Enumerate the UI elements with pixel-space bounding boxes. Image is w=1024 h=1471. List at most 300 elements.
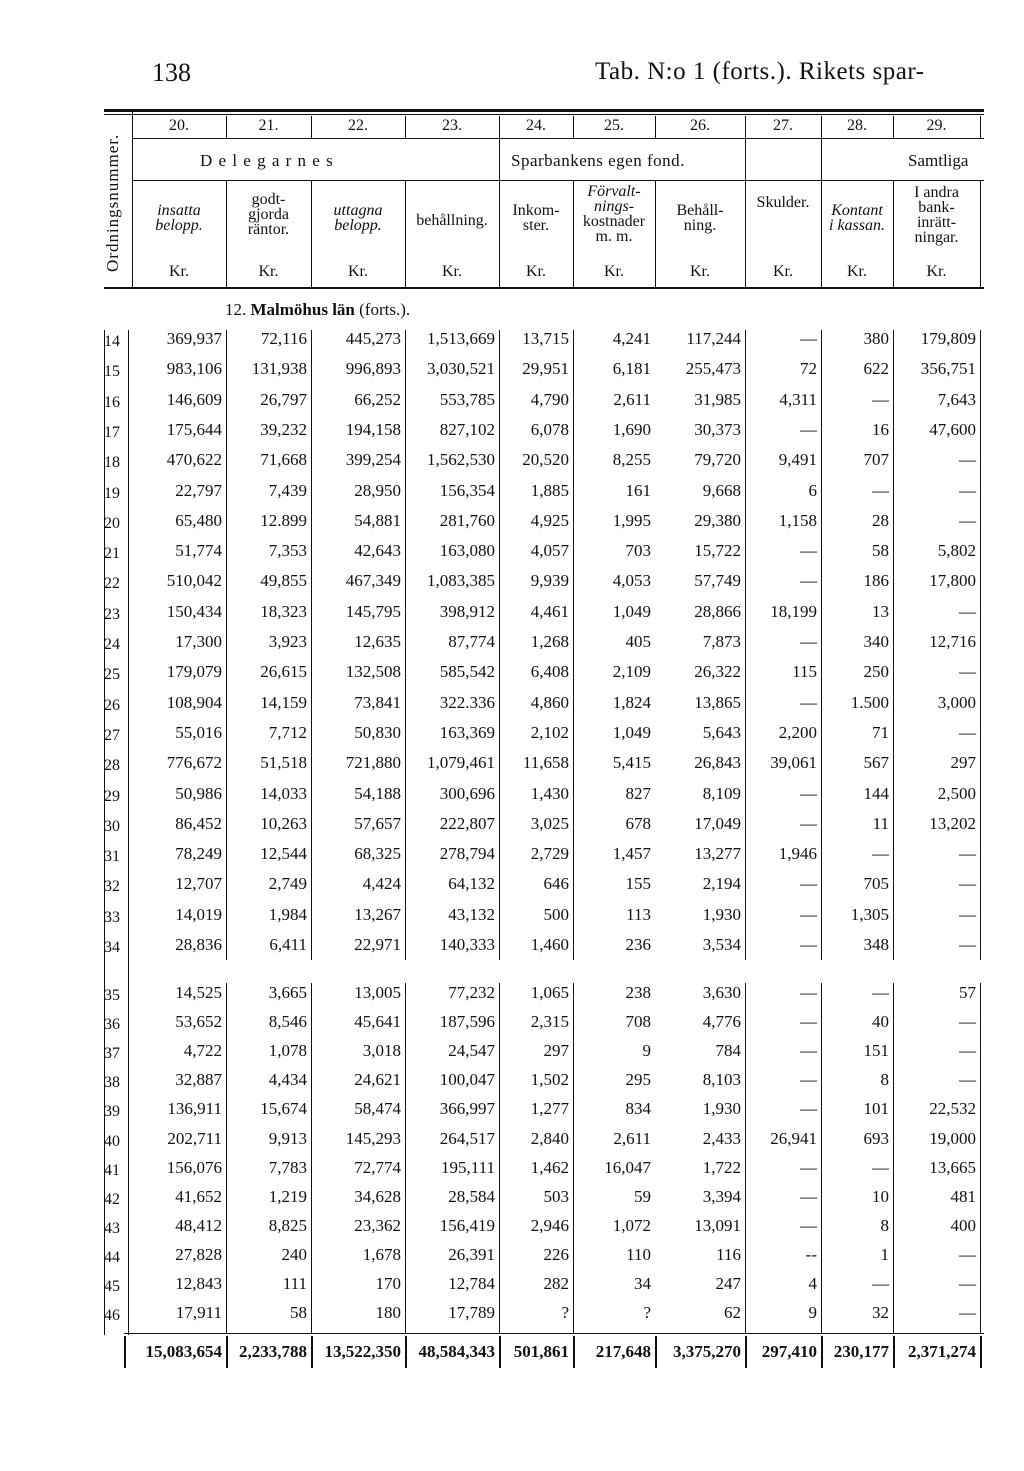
table-cell: 1,562,530 — [427, 450, 495, 470]
table-cell: 7,783 — [268, 1157, 307, 1177]
table-cell: 13,091 — [694, 1215, 741, 1235]
section-number: 12. — [225, 300, 251, 319]
row-number: 34 — [104, 939, 120, 956]
table-cell: 28,950 — [354, 480, 401, 500]
table-cell: 34 — [634, 1274, 651, 1293]
table-cell: 4,424 — [362, 874, 401, 894]
table-cell: — — [800, 1099, 817, 1119]
table-cell: 14,019 — [175, 904, 222, 924]
table-cell: 100,047 — [439, 1070, 495, 1090]
table-cell: — — [800, 1157, 817, 1177]
column-number: 22. — [348, 117, 368, 134]
table-cell: 15,722 — [694, 541, 741, 561]
table-cell: 14,525 — [175, 983, 222, 1002]
column-number: 20. — [169, 117, 189, 134]
table-cell: 6,078 — [530, 419, 569, 439]
table-cell: 380 — [863, 329, 889, 348]
total-cell: 13,522,350 — [324, 1342, 401, 1361]
table-cell: 29,951 — [522, 359, 569, 379]
table-cell: 1,049 — [612, 601, 651, 621]
table-cell: 12,843 — [175, 1274, 222, 1293]
table-cell: 1,946 — [778, 844, 817, 864]
column-header-line: ning. — [683, 217, 717, 234]
table-cell: 7,353 — [268, 541, 307, 561]
table-cell: 39,232 — [260, 419, 307, 439]
table-cell: 161 — [625, 480, 651, 500]
column-header-line: ster. — [522, 217, 550, 234]
table-cell: 1,460 — [530, 935, 569, 954]
table-cell: — — [959, 1303, 976, 1323]
table-cell: 18,199 — [770, 601, 817, 621]
header-bottom-rule — [104, 287, 984, 289]
table-cell: 13 — [872, 601, 889, 621]
table-cell: 250 — [863, 662, 889, 682]
row-number: 35 — [104, 987, 120, 1004]
row-number: 19 — [104, 484, 120, 502]
table-cell: 195,111 — [441, 1157, 495, 1177]
column-header-line: ningar. — [914, 229, 959, 246]
row-number: 18 — [104, 454, 120, 472]
row-number: 39 — [104, 1103, 120, 1121]
table-cell: 2,200 — [778, 722, 817, 742]
table-cell: 996,893 — [345, 359, 401, 379]
table-cell: 445,273 — [345, 329, 401, 348]
table-cell: 72 — [800, 359, 817, 379]
table-cell: — — [959, 1012, 976, 1032]
table-cell: 17,049 — [694, 813, 741, 833]
table-cell: 784 — [715, 1041, 741, 1061]
table-cell: 4,722 — [183, 1041, 222, 1061]
table-cell: 1,930 — [702, 1099, 741, 1119]
table-cell: 622 — [863, 359, 889, 379]
row-number: 46 — [104, 1307, 120, 1325]
table-cell: 1,277 — [530, 1099, 569, 1119]
column-header-line: godt- — [251, 191, 286, 208]
table-cell: 11 — [872, 813, 889, 833]
row-number: 23 — [104, 605, 120, 623]
table-cell: 8,255 — [612, 450, 651, 470]
table-cell: 247 — [715, 1274, 741, 1293]
table-cell: 17,300 — [175, 632, 222, 651]
row-number: 26 — [104, 696, 120, 714]
table-cell: 4,790 — [530, 389, 569, 409]
table-cell: 8,825 — [268, 1215, 307, 1235]
row-number: 33 — [104, 908, 120, 926]
table-cell: 26,941 — [770, 1128, 817, 1148]
table-cell: 300,696 — [439, 783, 495, 803]
table-cell: 240 — [281, 1244, 307, 1264]
table-cell: 48,412 — [175, 1215, 222, 1235]
table-cell: 131,938 — [251, 359, 307, 379]
column-number-rule — [132, 138, 984, 139]
table-cell: 59 — [634, 1186, 651, 1206]
table-cell: 3,018 — [362, 1041, 401, 1061]
table-cell: 3,025 — [530, 813, 569, 833]
table-cell: 16,047 — [604, 1157, 651, 1177]
column-header-line: belopp. — [155, 217, 203, 234]
table-cell: — — [800, 632, 817, 651]
table-cell: 1 — [880, 1244, 889, 1264]
table-cell: — — [800, 1186, 817, 1206]
table-cell: 14,159 — [260, 692, 307, 712]
table-cell: 7,873 — [702, 632, 741, 651]
table-cell: 2,611 — [613, 389, 651, 409]
table-cell: 14,033 — [260, 783, 307, 803]
table-cell: 54,881 — [354, 510, 401, 530]
table-cell: 55,016 — [175, 722, 222, 742]
table-cell: 4,925 — [530, 510, 569, 530]
table-cell: 238 — [625, 983, 651, 1002]
table-cell: 78,249 — [175, 844, 222, 864]
table-cell: 2,109 — [612, 662, 651, 682]
table-cell: 16 — [872, 419, 889, 439]
row-number: 25 — [104, 666, 120, 684]
unit-label: Kr. — [690, 263, 710, 280]
table-cell: 43,132 — [448, 904, 495, 924]
table-cell: 22,797 — [175, 480, 222, 500]
column-header-line: Förvalt- — [587, 183, 641, 200]
body-col-rule — [980, 983, 981, 1333]
table-cell: 12,716 — [929, 632, 976, 651]
total-cell: 15,083,654 — [145, 1342, 222, 1361]
table-cell: 9 — [808, 1303, 817, 1323]
table-cell: 113 — [626, 904, 651, 924]
table-cell: 2,500 — [937, 783, 976, 803]
row-number: 45 — [104, 1278, 120, 1295]
table-cell: 42,643 — [354, 541, 401, 561]
row-number: 15 — [104, 363, 120, 381]
table-cell: 282 — [543, 1274, 569, 1293]
table-cell: 281,760 — [439, 510, 495, 530]
table-cell: — — [800, 983, 817, 1002]
table-cell: 1,065 — [530, 983, 569, 1002]
table-cell: 467,349 — [345, 571, 401, 591]
group-rule — [132, 180, 984, 181]
table-cell: 3,030,521 — [427, 359, 495, 379]
table-cell: — — [800, 783, 817, 803]
table-cell: 322.336 — [439, 692, 495, 712]
table-cell: 8 — [880, 1070, 889, 1090]
table-cell: 34,628 — [354, 1186, 401, 1206]
table-cell: 194,158 — [345, 419, 401, 439]
table-cell: 1,072 — [612, 1215, 651, 1235]
table-cell: 834 — [625, 1099, 651, 1119]
table-cell: 71,668 — [260, 450, 307, 470]
table-cell: 1,690 — [612, 419, 651, 439]
table-cell: 646 — [543, 874, 569, 894]
table-cell: — — [959, 904, 976, 924]
table-cell: 4,311 — [779, 389, 817, 409]
table-cell: 132,508 — [345, 662, 401, 682]
table-cell: 40 — [872, 1012, 889, 1032]
row-number: 43 — [104, 1219, 120, 1237]
table-cell: 51,518 — [260, 753, 307, 773]
table-cell: — — [872, 844, 889, 864]
table-cell: 707 — [863, 450, 889, 470]
row-number: 22 — [104, 575, 120, 593]
table-cell: 369,937 — [166, 329, 222, 348]
table-cell: 13,267 — [354, 904, 401, 924]
table-cell: 2,315 — [530, 1012, 569, 1032]
table-cell: — — [872, 983, 889, 1002]
table-cell: 12,544 — [260, 844, 307, 864]
table-cell: 31,985 — [694, 389, 741, 409]
table-cell: 116 — [716, 1244, 741, 1264]
table-cell: 77,232 — [448, 983, 495, 1002]
table-cell: 117,244 — [686, 329, 741, 348]
group-delegarnes: D e l e g a r n e s — [200, 151, 334, 170]
table-cell: 73,841 — [354, 692, 401, 712]
total-cell: 3,375,270 — [673, 1342, 741, 1361]
column-header-line: kostnader — [582, 213, 646, 230]
table-cell: 28 — [872, 510, 889, 530]
table-cell: 146,609 — [166, 389, 222, 409]
table-cell: 1,078 — [268, 1041, 307, 1061]
table-cell: 278,794 — [439, 844, 495, 864]
table-cell: 39,061 — [770, 753, 817, 773]
column-header-line: behållning. — [416, 212, 488, 229]
table-cell: 57,749 — [694, 571, 741, 591]
row-label: Ordningsnummer. — [103, 133, 122, 273]
table-cell: 156,354 — [439, 480, 495, 500]
table-cell: 13,005 — [354, 983, 401, 1002]
table-cell: 50,830 — [354, 722, 401, 742]
table-cell: 399,254 — [345, 450, 401, 470]
row-number: 40 — [104, 1132, 120, 1150]
column-number: 29. — [926, 117, 947, 134]
table-cell: 57,657 — [354, 813, 401, 833]
table-cell: 470,622 — [166, 450, 222, 470]
table-cell: 1,305 — [850, 904, 889, 924]
column-header-line: Behåll- — [676, 202, 724, 219]
table-cell: 58 — [872, 541, 889, 561]
column-number: 28. — [847, 117, 867, 134]
table-cell: 156,419 — [439, 1215, 495, 1235]
table-cell: 26,391 — [448, 1244, 495, 1264]
section-heading — [225, 300, 410, 320]
unit-label: Kr. — [847, 263, 867, 280]
table-cell: 3,923 — [268, 632, 307, 651]
table-cell: 187,596 — [439, 1012, 495, 1032]
table-cell: 53,652 — [175, 1012, 222, 1032]
table-cell: 54,188 — [354, 783, 401, 803]
table-cell: 2,946 — [530, 1215, 569, 1235]
table-cell: — — [800, 541, 817, 561]
table-cell: 1,219 — [268, 1186, 307, 1206]
table-cell: 1,502 — [530, 1070, 569, 1090]
table-cell: 503 — [543, 1186, 569, 1206]
table-cell: 32 — [872, 1303, 889, 1323]
total-cell: 297,410 — [761, 1342, 817, 1361]
unit-label: Kr. — [442, 263, 462, 280]
table-cell: 41,652 — [175, 1186, 222, 1206]
row-number: 17 — [104, 423, 120, 441]
table-cell: 13,665 — [929, 1157, 976, 1177]
table-cell: 2,194 — [702, 874, 741, 894]
table-cell: ? — [643, 1303, 651, 1323]
table-cell: 585,542 — [439, 662, 495, 682]
total-cell: 230,177 — [833, 1342, 889, 1361]
table-cell: 26,322 — [694, 662, 741, 682]
row-number: 27 — [104, 726, 120, 744]
table-cell: 58 — [290, 1303, 307, 1323]
table-cell: 827 — [625, 783, 651, 803]
column-number: 27. — [773, 117, 793, 134]
row-number: 21 — [104, 545, 120, 563]
table-cell: 366,997 — [439, 1099, 495, 1119]
table-cell: 510,042 — [166, 571, 222, 591]
table-cell: 356,751 — [920, 359, 976, 379]
table-cell: 10 — [872, 1186, 889, 1206]
table-cell: 15,674 — [260, 1099, 307, 1119]
table-cell: 110 — [626, 1244, 651, 1264]
table-cell: 703 — [625, 541, 651, 561]
table-cell: 4,057 — [530, 541, 569, 561]
table-cell: 24,547 — [448, 1041, 495, 1061]
table-cell: 1,984 — [268, 904, 307, 924]
table-cell: 3,394 — [702, 1186, 741, 1206]
table-cell: 175,644 — [166, 419, 222, 439]
table-cell: 71 — [872, 722, 889, 742]
table-cell: 12,635 — [354, 632, 401, 651]
table-cell: 6,411 — [269, 935, 307, 954]
table-cell: 983,106 — [166, 359, 222, 379]
table-cell: 86,452 — [175, 813, 222, 833]
table-cell: — — [959, 722, 976, 742]
table-cell: 4 — [808, 1274, 817, 1293]
table-cell: 101 — [863, 1099, 889, 1119]
table-cell: 5,643 — [702, 722, 741, 742]
table-cell: 2,840 — [530, 1128, 569, 1148]
table-cell: 1,722 — [702, 1157, 741, 1177]
table-cell: — — [800, 1012, 817, 1032]
header-top-rule-thin — [104, 114, 984, 115]
group-egen-fond: Sparbankens egen fond. — [511, 151, 685, 170]
table-cell: 297 — [543, 1041, 569, 1061]
table-cell: 20,520 — [522, 450, 569, 470]
table-cell: 29,380 — [694, 510, 741, 530]
section-suffix: (forts.). — [354, 300, 411, 319]
table-cell: 87,774 — [448, 632, 495, 651]
table-cell: 297 — [950, 753, 976, 773]
column-header-line: m. m. — [595, 228, 633, 245]
table-cell: 12.899 — [260, 510, 307, 530]
table-cell: 49,855 — [260, 571, 307, 591]
table-cell: 255,473 — [685, 359, 741, 379]
table-cell: 65,480 — [175, 510, 222, 530]
unit-label: Kr. — [258, 263, 279, 280]
column-header-line: Kontant — [831, 202, 883, 219]
table-cell: 4,860 — [530, 692, 569, 712]
table-cell: 163,369 — [439, 722, 495, 742]
column-number: 24. — [526, 117, 546, 134]
table-cell: 72,116 — [260, 329, 307, 348]
table-cell: 3,534 — [702, 935, 741, 954]
table-cell: 26,615 — [260, 662, 307, 682]
row-number: 41 — [104, 1161, 120, 1179]
column-header-line: inrätt- — [916, 214, 957, 231]
table-cell: 79,720 — [694, 450, 741, 470]
table-cell: — — [959, 935, 976, 954]
table-cell: 140,333 — [439, 935, 495, 954]
table-cell: 4,053 — [612, 571, 651, 591]
table-cell: 66,252 — [354, 389, 401, 409]
table-cell: 1,079,461 — [427, 753, 495, 773]
table-cell: — — [800, 1041, 817, 1061]
table-cell: 1,930 — [702, 904, 741, 924]
table-cell: — — [800, 813, 817, 833]
table-cell: 13,715 — [522, 329, 569, 348]
table-cell: — — [800, 571, 817, 591]
table-cell: 2,729 — [530, 844, 569, 864]
table-cell: 553,785 — [439, 389, 495, 409]
table-cell: 19,000 — [929, 1128, 976, 1148]
body-col-rule — [980, 330, 981, 960]
table-cell: 72,774 — [354, 1157, 401, 1177]
table-cell: 179,809 — [920, 329, 976, 348]
row-number: 16 — [104, 393, 120, 411]
totals-top-rule — [124, 1333, 984, 1334]
table-cell: — — [872, 1274, 889, 1293]
row-number: 38 — [104, 1074, 120, 1092]
table-cell: 6,408 — [530, 662, 569, 682]
table-cell: 26,797 — [260, 389, 307, 409]
table-cell: 776,672 — [166, 753, 222, 773]
table-cell: 170 — [375, 1274, 401, 1293]
total-cell: 2,233,788 — [239, 1342, 307, 1361]
unit-label: Kr. — [169, 263, 189, 280]
column-number: 21. — [258, 117, 279, 134]
totals-col-rule — [980, 1336, 982, 1368]
table-cell: 12,784 — [448, 1274, 495, 1293]
table-cell: 18,323 — [260, 601, 307, 621]
table-cell: 6,181 — [612, 359, 651, 379]
table-cell: 348 — [863, 935, 889, 954]
table-cell: 1,158 — [778, 510, 817, 530]
table-cell: 8,546 — [268, 1012, 307, 1032]
row-number: 29 — [104, 787, 120, 805]
table-cell: 150,434 — [166, 601, 222, 621]
table-cell: 1.500 — [850, 692, 889, 712]
table-cell: — — [959, 601, 976, 621]
table-cell: — — [872, 480, 889, 500]
table-cell: -- — [805, 1244, 817, 1264]
table-cell: 179,079 — [166, 662, 222, 682]
table-cell: 4,241 — [612, 329, 651, 348]
table-cell: — — [959, 1041, 976, 1061]
table-cell: 827,102 — [439, 419, 495, 439]
column-header-line: bank- — [918, 199, 955, 216]
table-cell: 1,462 — [530, 1157, 569, 1177]
table-cell: 202,711 — [167, 1128, 222, 1148]
unit-label: Kr. — [926, 263, 947, 280]
column-header-line: Skulder. — [756, 194, 810, 211]
column-number: 26. — [690, 117, 710, 134]
row-number: 20 — [104, 514, 120, 532]
group-samtliga: Samtliga — [908, 151, 969, 170]
table-cell: 30,373 — [694, 419, 741, 439]
table-cell: 144 — [863, 783, 889, 803]
table-cell: 12,707 — [175, 874, 222, 894]
column-header-line: Inkom- — [512, 202, 560, 219]
table-cell: 5,802 — [937, 541, 976, 561]
table-cell: 2,433 — [702, 1128, 741, 1148]
table-cell: 111 — [282, 1274, 307, 1293]
table-cell: 1,995 — [612, 510, 651, 530]
table-cell: 5,415 — [612, 753, 651, 773]
table-cell: 340 — [863, 632, 889, 651]
row-number: 44 — [104, 1248, 120, 1266]
